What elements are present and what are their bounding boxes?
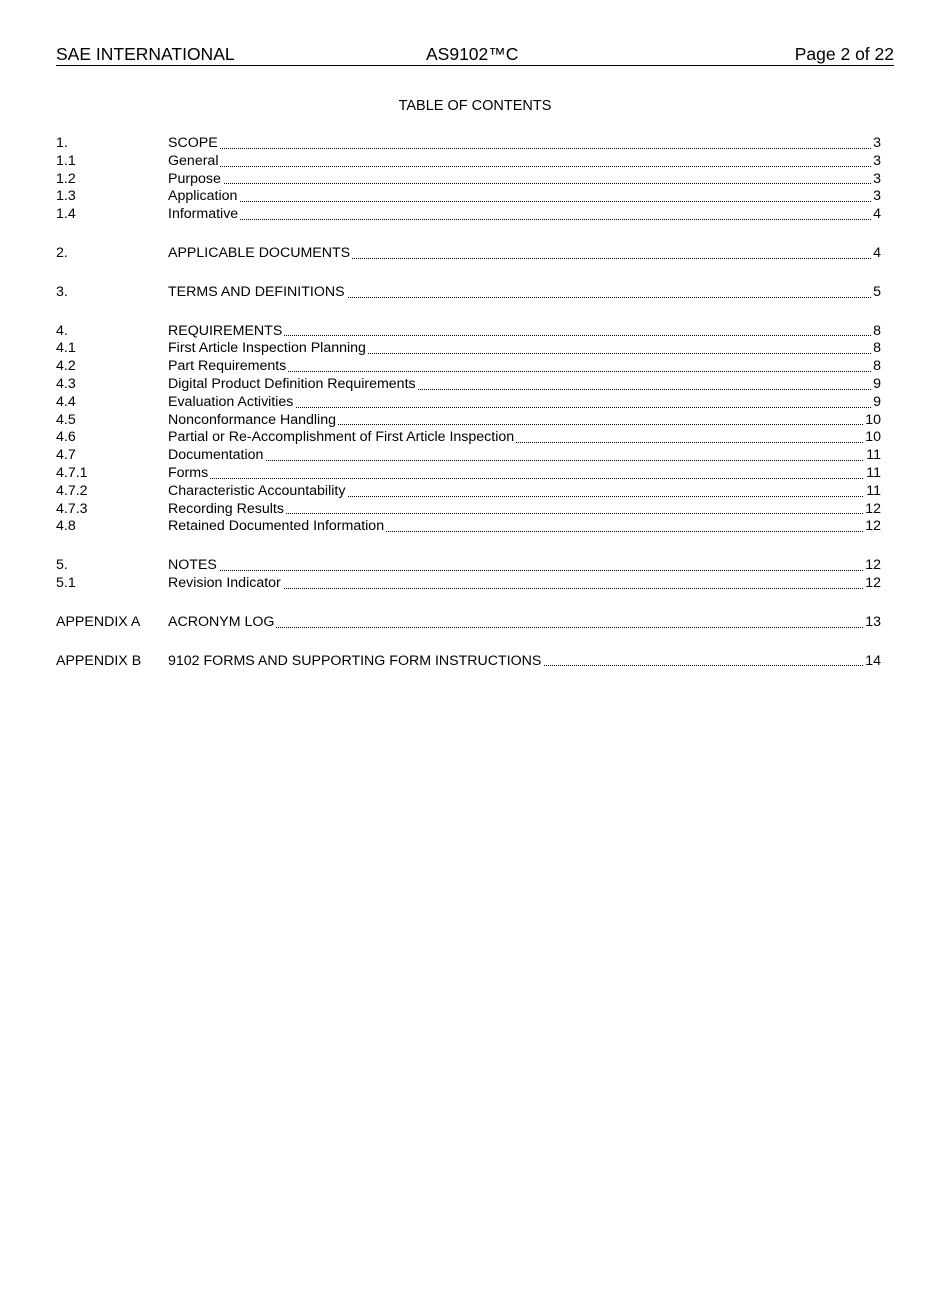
toc-entry-line: [168, 376, 881, 394]
toc-entry-page: 12: [865, 500, 881, 517]
toc-entry[interactable]: [56, 323, 881, 341]
toc-entry-number: 4.5: [56, 411, 76, 428]
toc-entry-line: [168, 614, 881, 632]
toc-entry[interactable]: [56, 483, 881, 501]
toc-entry-number: 4.8: [56, 518, 76, 535]
toc-entry[interactable]: [56, 614, 881, 632]
dot-leader: [168, 148, 881, 149]
toc-heading: TABLE OF CONTENTS: [398, 98, 552, 114]
dot-leader: [168, 219, 881, 220]
table-of-contents: [56, 135, 881, 670]
toc-entry-page: 9: [873, 393, 881, 410]
toc-entry-number: 4.7.3: [56, 500, 88, 517]
toc-entry[interactable]: [56, 501, 881, 519]
toc-entry-number: 4.2: [56, 358, 76, 375]
toc-entry-number: 4.7: [56, 447, 76, 464]
toc-entry-line: [168, 153, 881, 171]
header-document-id: AS9102™C: [426, 44, 519, 64]
toc-entry[interactable]: [56, 653, 881, 671]
dot-leader: [168, 166, 881, 167]
toc-entry-number: 4.4: [56, 393, 76, 410]
toc-entry-page: 3: [873, 135, 881, 151]
toc-entry[interactable]: [56, 412, 881, 430]
toc-entry-line: [168, 518, 881, 536]
toc-entry[interactable]: [56, 376, 881, 394]
toc-entry[interactable]: [56, 465, 881, 483]
toc-entry-line: [168, 429, 881, 447]
toc-entry-line: [168, 557, 881, 575]
toc-entry-title: First Article Inspection Planning: [168, 340, 366, 357]
toc-entry-title: Nonconformance Handling: [168, 411, 336, 428]
toc-entry-line: [168, 412, 881, 430]
toc-entry-page: 12: [865, 574, 881, 591]
toc-entry[interactable]: [56, 518, 881, 536]
toc-entry-number: APPENDIX A: [56, 613, 141, 630]
toc-entry-title: APPLICABLE DOCUMENTS: [168, 244, 351, 261]
toc-entry-number: 2.: [56, 244, 68, 261]
toc-entry[interactable]: [56, 284, 881, 302]
toc-entry-title: Partial or Re-Accomplishment of First Article Inspection: [168, 429, 515, 446]
toc-entry-title: Evaluation Activities: [168, 393, 294, 410]
toc-entry-page: 8: [873, 322, 881, 339]
toc-entry-page: 8: [873, 358, 881, 375]
toc-entry-number: 5.: [56, 557, 68, 574]
toc-entry-page: 10: [865, 411, 881, 428]
toc-entry-page: 11: [866, 482, 881, 499]
toc-entry-number: 1.3: [56, 188, 76, 205]
toc-entry-line: [168, 340, 881, 358]
toc-entry-page: 10: [865, 429, 881, 446]
toc-entry-number: 4.6: [56, 429, 76, 446]
toc-entry-number: 4.1: [56, 340, 76, 357]
toc-entry-number: APPENDIX B: [56, 652, 142, 669]
toc-entry-line: [168, 135, 881, 153]
toc-entry-number: 4.7.1: [56, 464, 88, 481]
toc-entry-title: General: [168, 152, 219, 169]
toc-entry-line: [168, 483, 881, 501]
toc-entry-line: [168, 465, 881, 483]
toc-entry[interactable]: [56, 153, 881, 171]
toc-entry-line: [168, 171, 881, 189]
toc-entry-line: [168, 245, 881, 263]
toc-entry-number: 4.7.2: [56, 482, 88, 499]
toc-entry-title: REQUIREMENTS: [168, 322, 283, 339]
toc-entry-page: 14: [865, 652, 881, 669]
page-header: [56, 44, 894, 66]
toc-entry[interactable]: [56, 135, 881, 153]
toc-entry[interactable]: [56, 206, 881, 224]
toc-entry[interactable]: [56, 575, 881, 593]
toc-entry-page: 4: [873, 206, 881, 223]
toc-entry[interactable]: [56, 340, 881, 358]
toc-entry[interactable]: [56, 171, 881, 189]
toc-entry-number: 1.: [56, 135, 68, 151]
toc-entry[interactable]: [56, 245, 881, 263]
dot-leader: [168, 570, 881, 571]
toc-entry-page: 4: [873, 244, 881, 261]
toc-entry-title: Retained Documented Information: [168, 518, 385, 535]
toc-entry-title: Digital Product Definition Requirements: [168, 375, 416, 392]
toc-entry-number: 4.: [56, 322, 68, 339]
toc-entry-page: 3: [873, 170, 881, 187]
toc-entry-number: 1.1: [56, 152, 76, 169]
toc-entry-page: 3: [873, 188, 881, 205]
toc-entry-title: Characteristic Accountability: [168, 482, 346, 499]
toc-entry-title: Revision Indicator: [168, 574, 281, 591]
toc-entry-page: 11: [866, 464, 881, 481]
toc-entry-line: [168, 206, 881, 224]
toc-entry-page: 13: [865, 613, 881, 630]
toc-entry-page: 12: [865, 518, 881, 535]
toc-entry[interactable]: [56, 557, 881, 575]
toc-entry-line: [168, 653, 881, 671]
toc-entry-title: TERMS AND DEFINITIONS: [168, 283, 345, 300]
toc-entry-page: 12: [865, 557, 881, 574]
toc-entry-line: [168, 323, 881, 341]
toc-entry-page: 11: [866, 447, 881, 464]
toc-entry-title: Application: [168, 188, 238, 205]
toc-entry-page: 5: [873, 283, 881, 300]
toc-entry-title: ACRONYM LOG: [168, 613, 275, 630]
toc-entry-title: Forms: [168, 464, 209, 481]
toc-entry-line: [168, 358, 881, 376]
toc-entry-number: 4.3: [56, 375, 76, 392]
dot-leader: [168, 183, 881, 184]
toc-entry-line: [168, 575, 881, 593]
toc-entry-title: NOTES: [168, 557, 217, 574]
dot-leader: [168, 460, 881, 461]
toc-entry-line: [168, 394, 881, 412]
toc-entry[interactable]: [56, 447, 881, 465]
toc-entry-number: 5.1: [56, 574, 76, 591]
dot-leader: [168, 478, 881, 479]
toc-entry-page: 3: [873, 152, 881, 169]
toc-entry-title: 9102 FORMS AND SUPPORTING FORM INSTRUCTIONS: [168, 652, 542, 669]
toc-entry-title: Informative: [168, 206, 239, 223]
toc-entry-line: [168, 501, 881, 519]
toc-entry[interactable]: [56, 429, 881, 447]
toc-entry-line: [168, 284, 881, 302]
toc-entry[interactable]: [56, 358, 881, 376]
toc-entry-line: [168, 447, 881, 465]
toc-entry-title: Recording Results: [168, 500, 284, 517]
toc-entry-title: Documentation: [168, 447, 264, 464]
toc-entry-page: 9: [873, 375, 881, 392]
toc-entry-line: [168, 188, 881, 206]
toc-entry[interactable]: [56, 188, 881, 206]
toc-entry-title: Part Requirements: [168, 358, 287, 375]
toc-entry-number: 1.2: [56, 170, 76, 187]
header-page-number: Page 2 of 22: [794, 44, 894, 64]
toc-entry[interactable]: [56, 394, 881, 412]
toc-entry-title: Purpose: [168, 170, 221, 187]
toc-entry-number: 3.: [56, 283, 68, 300]
toc-entry-page: 8: [873, 340, 881, 357]
toc-entry-title: SCOPE: [168, 135, 218, 151]
toc-entry-number: 1.4: [56, 206, 76, 223]
dot-leader: [168, 201, 881, 202]
header-organization: SAE INTERNATIONAL: [56, 44, 235, 64]
